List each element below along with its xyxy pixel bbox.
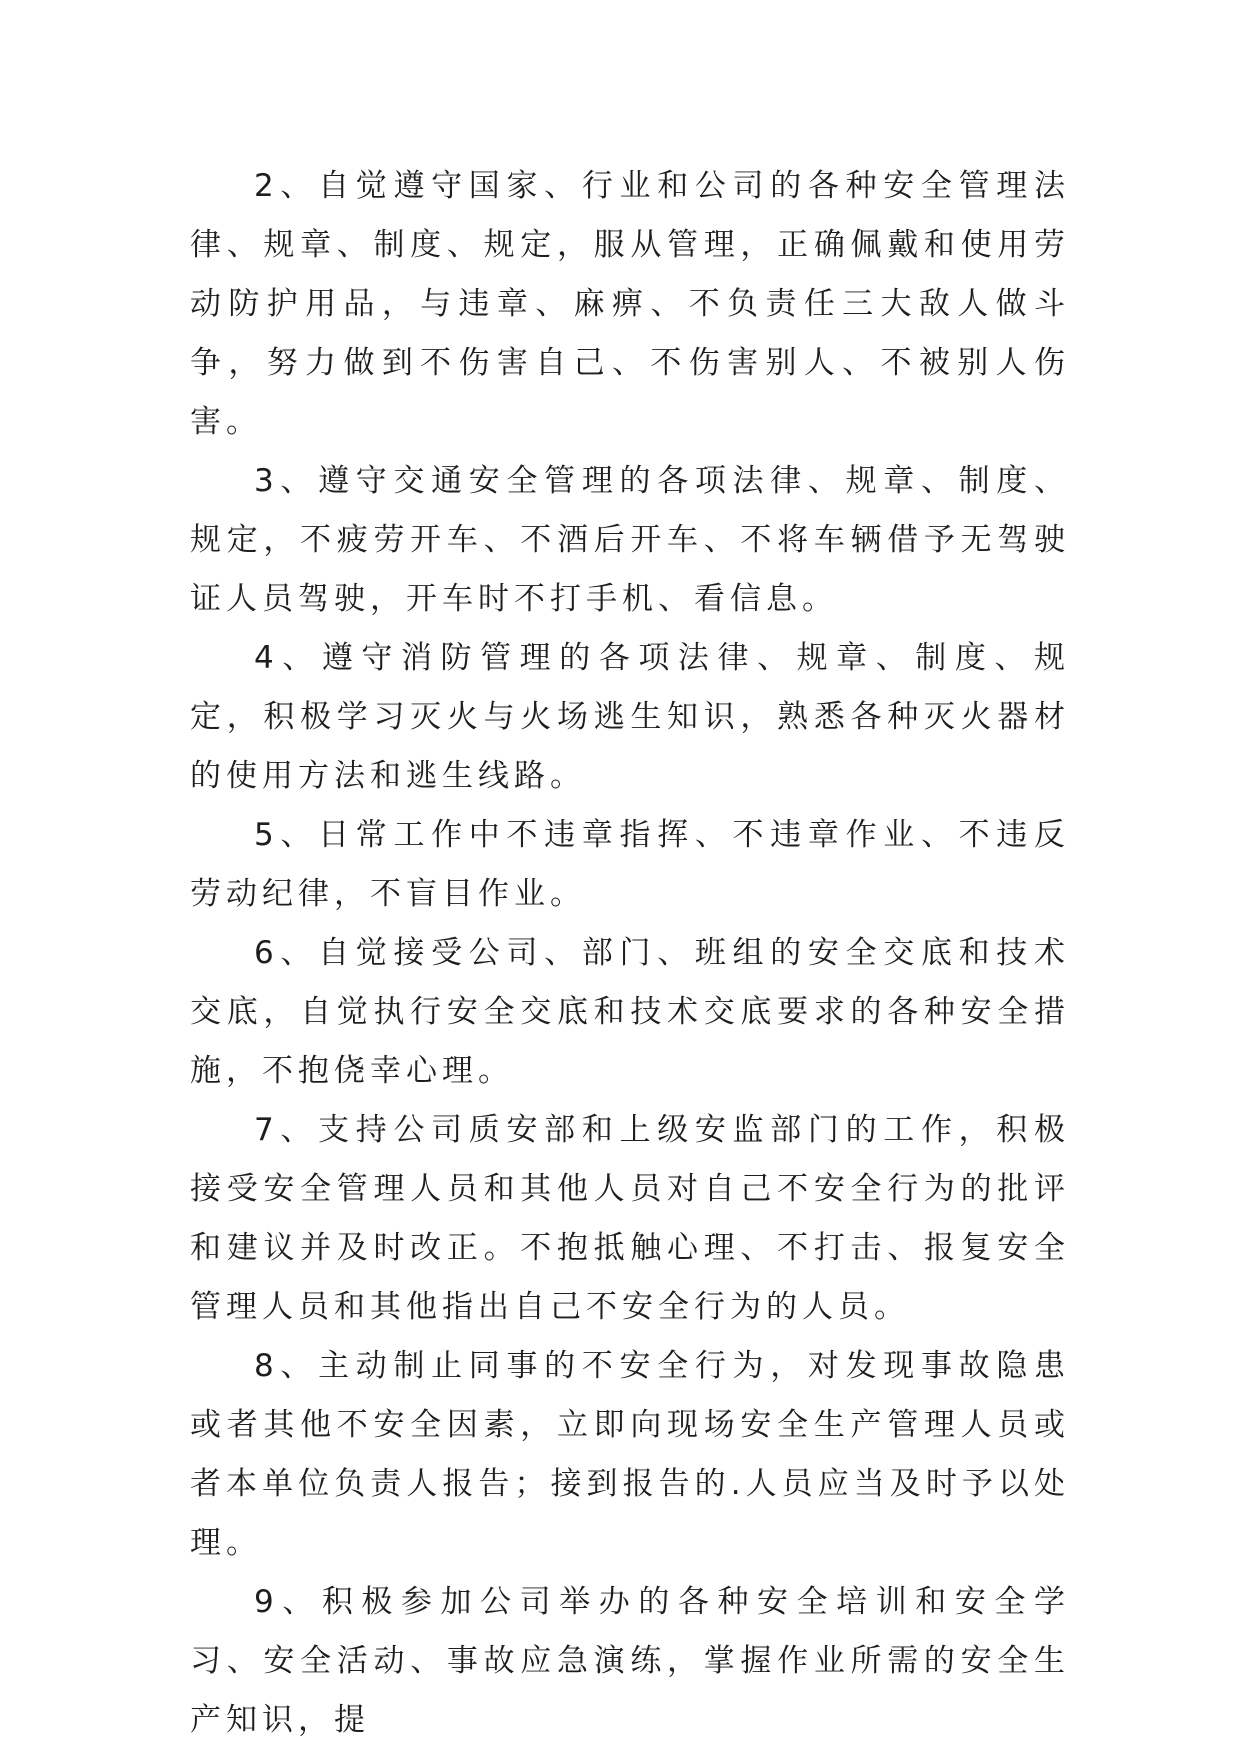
paragraph-item-2: 2、自觉遵守国家、行业和公司的各种安全管理法律、规章、制度、规定，服从管理，正确佩戴和使用劳动防护用品，与违章、麻痹、不负责任三大敌人做斗争，努力做到不伤害自己、不伤害别人、不被别人伤害。 <box>190 168 1070 440</box>
paragraph-item-7: 7、支持公司质安部和上级安监部门的工作，积极接受安全管理人员和其他人员对自己不安全行为的批评和建议并及时改正。不抱抵触心理、不打击、报复安全管理人员和其他指出自己不安全行为的人员。 <box>190 1112 1070 1325</box>
document-body <box>190 157 1070 1750</box>
paragraph-item-9: 9、积极参加公司举办的各种安全培训和安全学习、安全活动、事故应急演练，掌握作业所需的安全生产知识，提 <box>190 1584 1070 1738</box>
paragraph-item-5: 5、日常工作中不违章指挥、不违章作业、不违反劳动纪律，不盲目作业。 <box>190 817 1070 912</box>
paragraph-item-6: 6、自觉接受公司、部门、班组的安全交底和技术交底，自觉执行安全交底和技术交底要求的各种安全措施，不抱侥幸心理。 <box>190 935 1070 1089</box>
paragraph-item-3: 3、遵守交通安全管理的各项法律、规章、制度、规定，不疲劳开车、不酒后开车、不将车辆借予无驾驶证人员驾驶，开车时不打手机、看信息。 <box>190 463 1070 617</box>
paragraph-item-4: 4、遵守消防管理的各项法律、规章、制度、规定，积极学习灭火与火场逃生知识，熟悉各种灭火器材的使用方法和逃生线路。 <box>190 640 1070 794</box>
paragraph-item-8: 8、主动制止同事的不安全行为，对发现事故隐患或者其他不安全因素，立即向现场安全生产管理人员或者本单位负责人报告；接到报告的.人员应当及时予以处理。 <box>190 1348 1070 1561</box>
